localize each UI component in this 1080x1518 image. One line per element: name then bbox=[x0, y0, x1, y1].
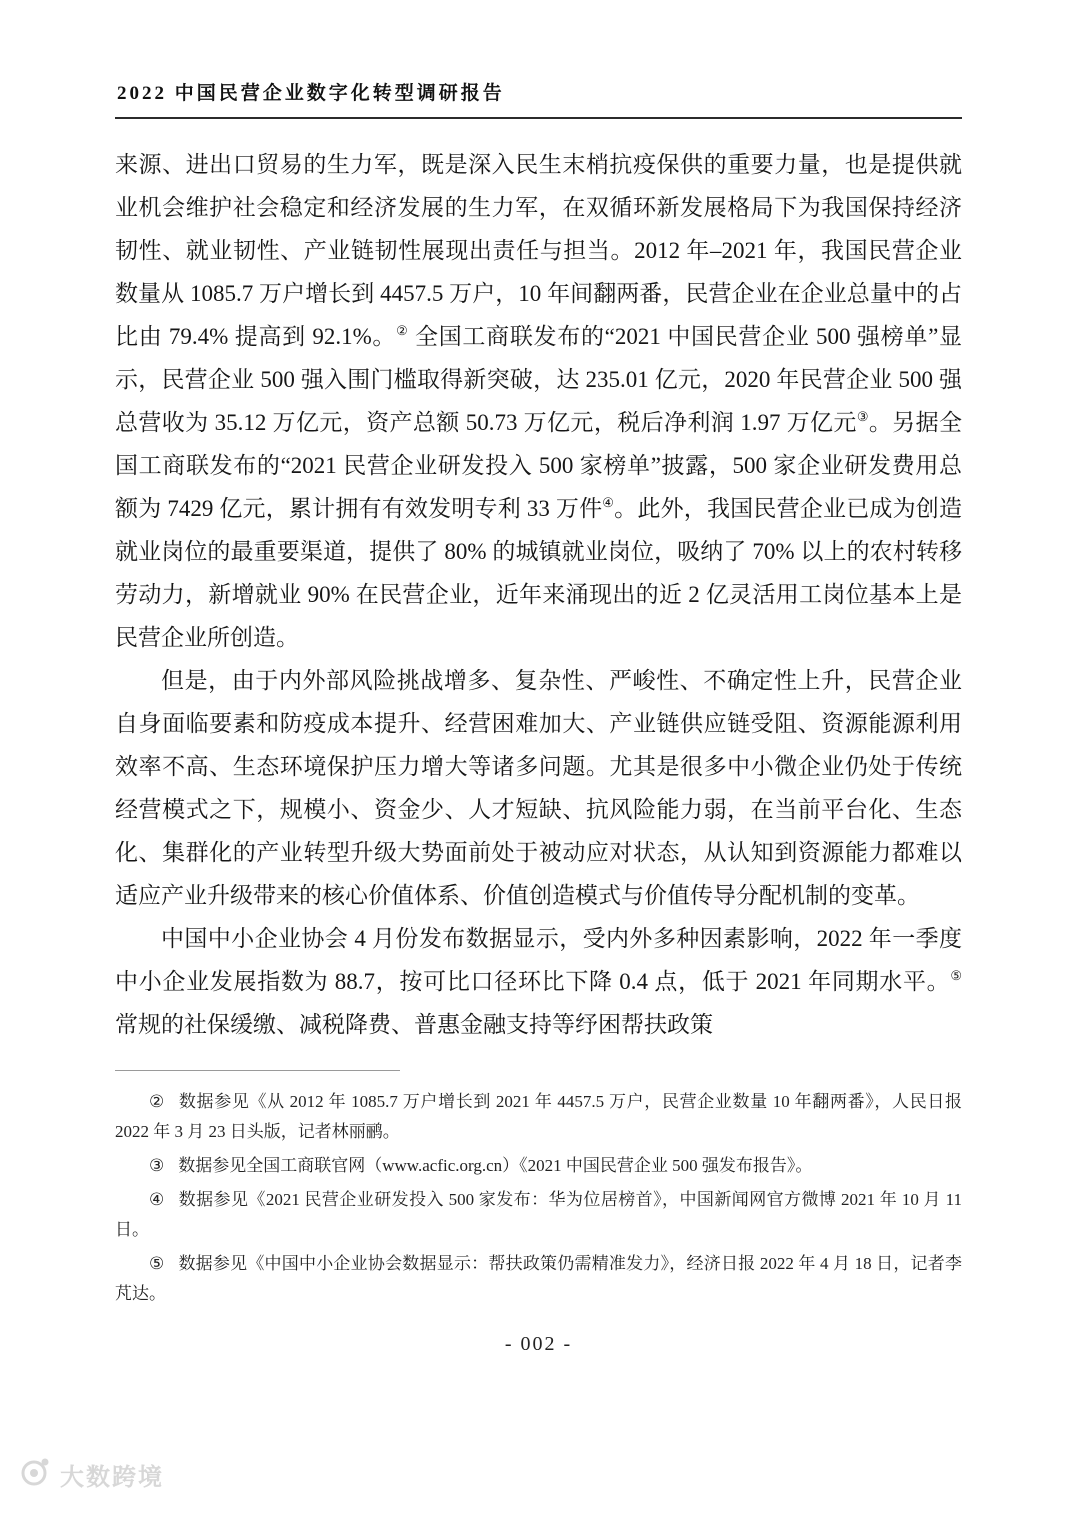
footnote-text: 数据参见《2021 民营企业研发投入 500 家发布：华为位居榜首》，中国新闻网官方微博 2021 年 10 月 11 日。 bbox=[115, 1190, 962, 1239]
header-divider bbox=[115, 117, 962, 119]
text-run: 。此外，我国民营企业已成为创造就业岗位的最重要渠道，提供了 80% 的城镇就业岗位，吸纳了 70% 以上的农村转移劳动力，新增就业 90% 在民营企业，近年来涌现出的近 2 亿灵活用工岗位基本上是民营企业所创造。 bbox=[115, 496, 963, 650]
text-run: 全国工商联发布的“2021 中国民营企业 500 强榜单”显示，民营企业 500 强入围门槛取得新突破，达 235.01 亿元，2020 年民营企业 500 强总营收为 35.12 万亿元，资产总额 50.73 万亿元，税后净利润 1.97 万亿元 bbox=[115, 324, 963, 435]
logo-rings-icon bbox=[18, 1455, 52, 1494]
footnote-5 bbox=[115, 1249, 962, 1309]
page-header bbox=[115, 78, 962, 119]
footnote-ref-2: ② bbox=[396, 323, 409, 338]
watermark bbox=[18, 1455, 164, 1494]
text-run: 来源、进出口贸易的生力军，既是深入民生末梢抗疫保供的重要力量，也是提供就业机会维护社会稳定和经济发展的生力军，在双循环新发展格局下为我国保持经济韧性、就业韧性、产业链韧性展现出责任与担当。2012 年–2021 年，我国民营企业数量从 1085.7 万户增长到 4457.5 万户，10 年间翻两番，民营企业在企业总量中的占比由 79.4% 提高到 92.1%。 bbox=[115, 152, 962, 349]
footnote-marker: ④ bbox=[149, 1190, 165, 1209]
footnote-ref-4: ④ bbox=[602, 495, 615, 510]
footnote-text: 数据参见《中国中小企业协会数据显示：帮扶政策仍需精准发力》，经济日报 2022 年 4 月 18 日，记者李芃达。 bbox=[115, 1254, 962, 1303]
text-run: 但是，由于内外部风险挑战增多、复杂性、严峻性、不确定性上升，民营企业自身面临要素和防疫成本提升、经营困难加大、产业链供应链受阻、资源能源利用效率不高、生态环境保护压力增大等诸多问题。尤其是很多中小微企业仍处于传统经营模式之下，规模小、资金少、人才短缺、抗风险能力弱，在当前平台化、生态化、集群化的产业转型升级大势面前处于被动应对状态，从认知到资源能力都难以适应产业升级带来的核心价值体系、价值创造模式与价值传导分配机制的变革。 bbox=[115, 668, 962, 908]
text-run: 中国中小企业协会 4 月份发布数据显示，受内外多种因素影响，2022 年一季度中小企业发展指数为 88.7，按可比口径环比下降 0.4 点，低于 2021 年同期水平。 bbox=[115, 926, 962, 994]
footnote-3 bbox=[115, 1151, 962, 1181]
footnote-ref-3: ③ bbox=[856, 409, 869, 424]
footnote-4 bbox=[115, 1185, 962, 1245]
paragraph-2 bbox=[115, 659, 962, 917]
paragraph-1 bbox=[115, 143, 962, 659]
footnote-marker: ③ bbox=[149, 1156, 165, 1175]
report-title: 2022 中国民营企业数字化转型调研报告 bbox=[117, 83, 505, 104]
footnote-marker: ② bbox=[149, 1092, 165, 1111]
footnotes-section bbox=[115, 1070, 962, 1309]
footnote-text: 数据参见全国工商联官网（www.acfic.org.cn）《2021 中国民营企业 500 强发布报告》。 bbox=[178, 1156, 813, 1175]
footnote-text: 数据参见《从 2012 年 1085.7 万户增长到 2021 年 4457.5 万户，民营企业数量 10 年翻两番》，人民日报 2022 年 3 月 23 日头版，记者林丽鹂。 bbox=[115, 1092, 962, 1141]
paragraph-3 bbox=[115, 917, 962, 1046]
footnote-ref-5: ⑤ bbox=[950, 968, 962, 983]
body-text bbox=[115, 143, 962, 1046]
text-run: 常规的社保缓缴、减税降费、普惠金融支持等纾困帮扶政策 bbox=[115, 1012, 713, 1037]
page-footer bbox=[115, 1333, 962, 1356]
watermark-text: 大数跨境 bbox=[60, 1464, 164, 1491]
footnote-divider bbox=[115, 1070, 400, 1071]
footnote-2 bbox=[115, 1087, 962, 1147]
footnote-marker: ⑤ bbox=[149, 1254, 165, 1273]
text-run: 。另据全国工商联发布的“2021 民营企业研发投入 500 家榜单”披露，500 家企业研发费用总额为 7429 亿元，累计拥有有效发明专利 33 万件 bbox=[115, 410, 963, 521]
page-number: - 002 - bbox=[504, 1333, 573, 1355]
